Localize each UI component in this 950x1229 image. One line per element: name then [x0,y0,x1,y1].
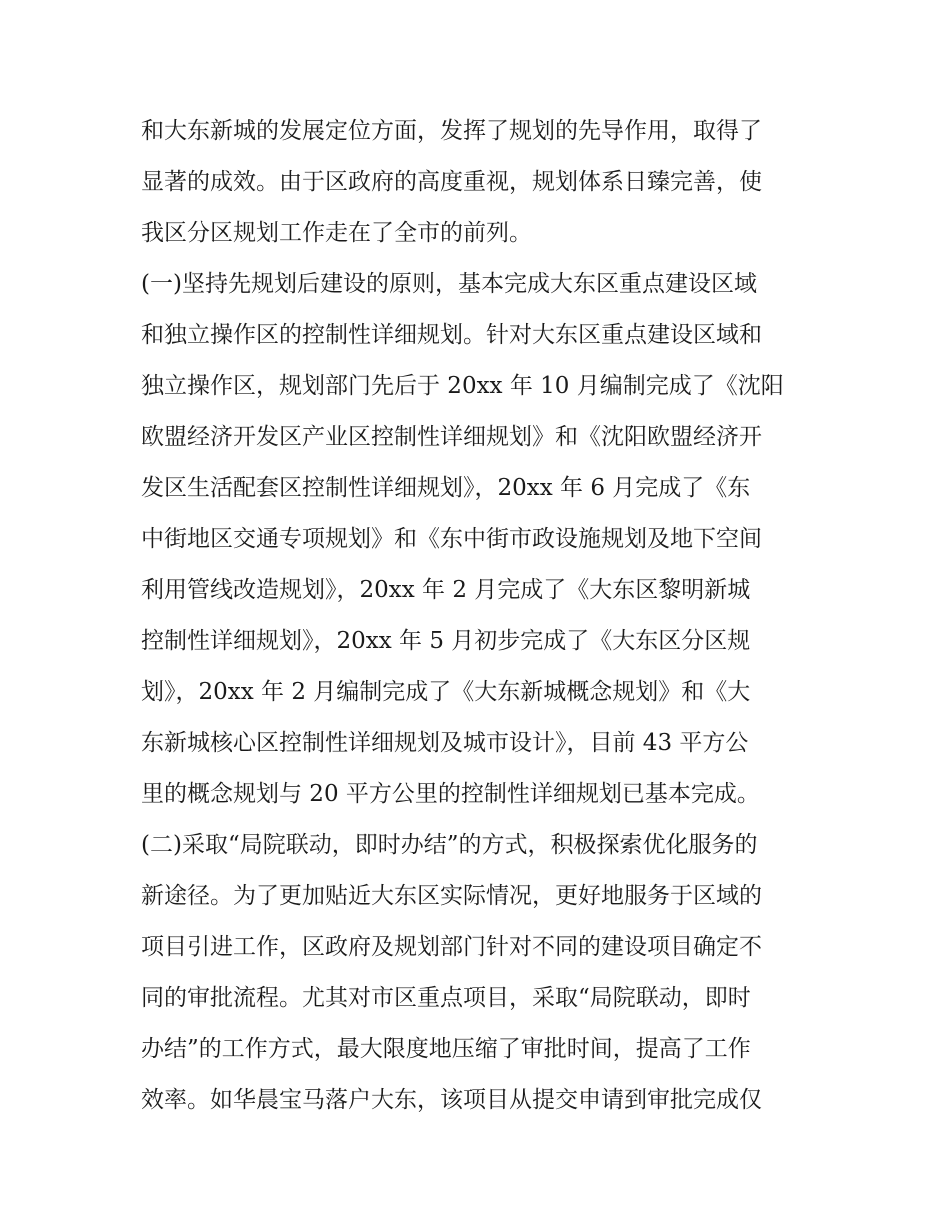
text-line: 利用管线改造规划》，20xx 年 2 月完成了《大东区黎明新城 [141,577,751,603]
body-text [141,106,821,1126]
text-line: 中街地区交通专项规划》和《东中街市政设施规划及地下空间 [141,526,762,552]
text-line: 新途径。为了更加贴近大东区实际情况，更好地服务于区域的 [141,883,762,909]
text-line: 我区分区规划工作走在了全市的前列。 [141,220,532,246]
text-line: 和独立操作区的控制性详细规划。针对大东区重点建设区域和 [141,322,762,348]
text-line: 划》，20xx 年 2 月编制完成了《大东新城概念规划》和《大 [141,679,751,705]
text-line: 办结”的工作方式，最大限度地压缩了审批时间，提高了工作 [141,1036,751,1062]
text-line: 和大东新城的发展定位方面，发挥了规划的先导作用，取得了 [141,118,762,144]
text-line: 效率。如华晨宝马落户大东，该项目从提交申请到审批完成仅 [141,1087,762,1113]
text-line: 独立操作区，规划部门先后于 20xx 年 10 月编制完成了《沈阳 [141,373,784,399]
text-line: 发区生活配套区控制性详细规划》，20xx 年 6 月完成了《东 [141,475,751,501]
text-line: 同的审批流程。尤其对市区重点项目，采取“局院联动，即时 [141,985,751,1011]
text-line: (一)坚持先规划后建设的原则，基本完成大东区重点建设区域 [141,271,757,297]
text-line: 项目引进工作，区政府及规划部门针对不同的建设项目确定不 [141,934,762,960]
text-line: 里的概念规划与 20 平方公里的控制性详细规划已基本完成。 [141,781,760,807]
text-line: (二)采取“局院联动，即时办结”的方式，积极探索优化服务的 [141,832,758,858]
text-line: 控制性详细规划》，20xx 年 5 月初步完成了《大东区分区规 [141,628,751,654]
text-line: 显著的成效。由于区政府的高度重视，规划体系日臻完善，使 [141,169,762,195]
text-line: 东新城核心区控制性详细规划及城市设计》，目前 43 平方公 [141,730,749,756]
text-line: 欧盟经济开发区产业区控制性详细规划》和《沈阳欧盟经济开 [141,424,762,450]
